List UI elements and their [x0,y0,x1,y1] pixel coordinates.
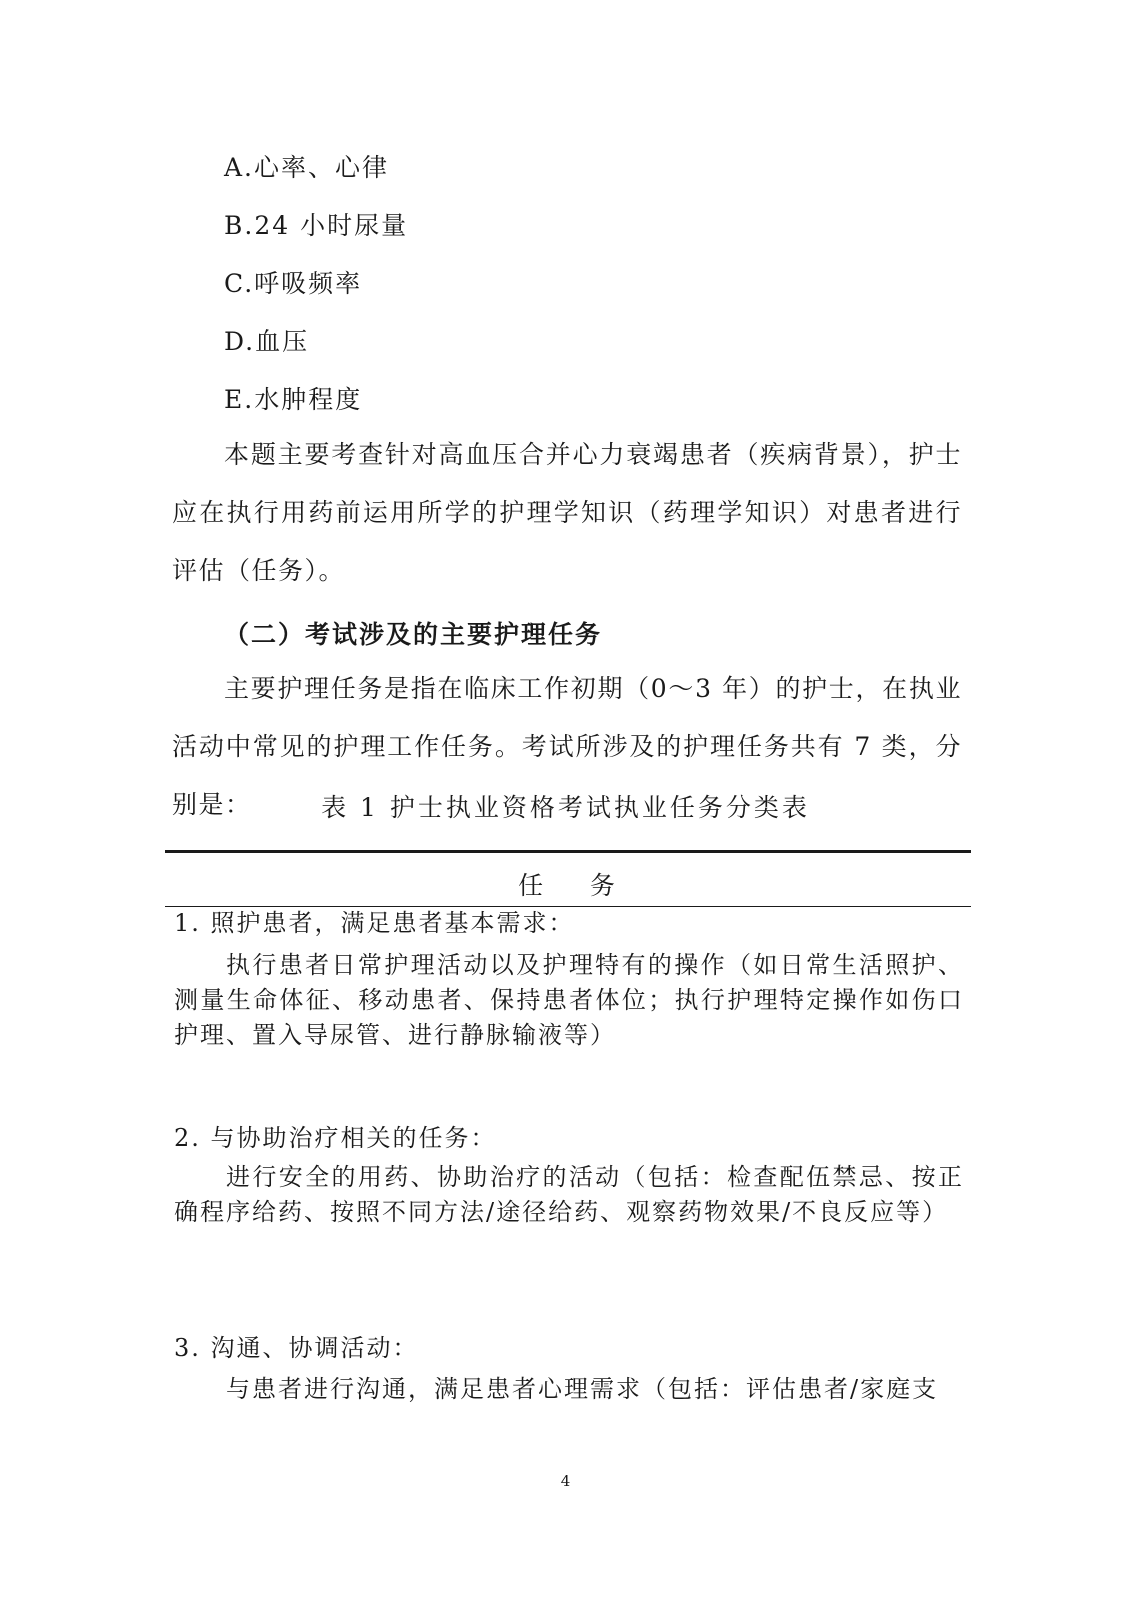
task-2-description: 进行安全的用药、协助治疗的活动（包括：检查配伍禁忌、按正确程序给药、按照不同方法/途径给药、观察药物效果/不良反应等） [174,1163,964,1226]
table-top-rule [165,850,971,853]
option-b: B.24 小时尿量 [224,211,409,240]
page-number: 4 [560,1472,571,1490]
task-1-title: 1. 照护患者，满足患者基本需求： [174,909,575,937]
option-c: C.呼吸频率 [224,269,363,298]
option-d: D.血压 [224,327,310,356]
option-e: E.水肿程度 [224,385,363,414]
task-2-title: 2. 与协助治疗相关的任务： [174,1124,497,1152]
section-heading: （二）考试涉及的主要护理任务 [224,620,603,649]
table-caption: 表 1 护士执业资格考试执业任务分类表 [321,793,810,822]
explanation-paragraph: 本题主要考查针对高血压合并心力衰竭患者（疾病背景），护士应在执行用药前运用所学的护理学知识（药理学知识）对患者进行评估（任务）。 [172,440,962,585]
table-header: 任 务 [518,871,618,900]
task-3-description: 与患者进行沟通，满足患者心理需求（包括：评估患者/家庭支 [226,1375,939,1403]
task-1-description: 执行患者日常护理活动以及护理特有的操作（如日常生活照护、测量生命体征、移动患者、保持患者体位；执行护理特定操作如伤口护理、置入导尿管、进行静脉输液等） [174,951,964,1049]
option-a: A.心率、心律 [224,153,390,182]
task-3-title: 3. 沟通、协调活动： [174,1334,419,1362]
intro-paragraph: 主要护理任务是指在临床工作初期（0～3 年）的护士，在执业活动中常见的护理工作任务。考试所涉及的护理任务共有 7 类，分别是： [172,674,962,819]
